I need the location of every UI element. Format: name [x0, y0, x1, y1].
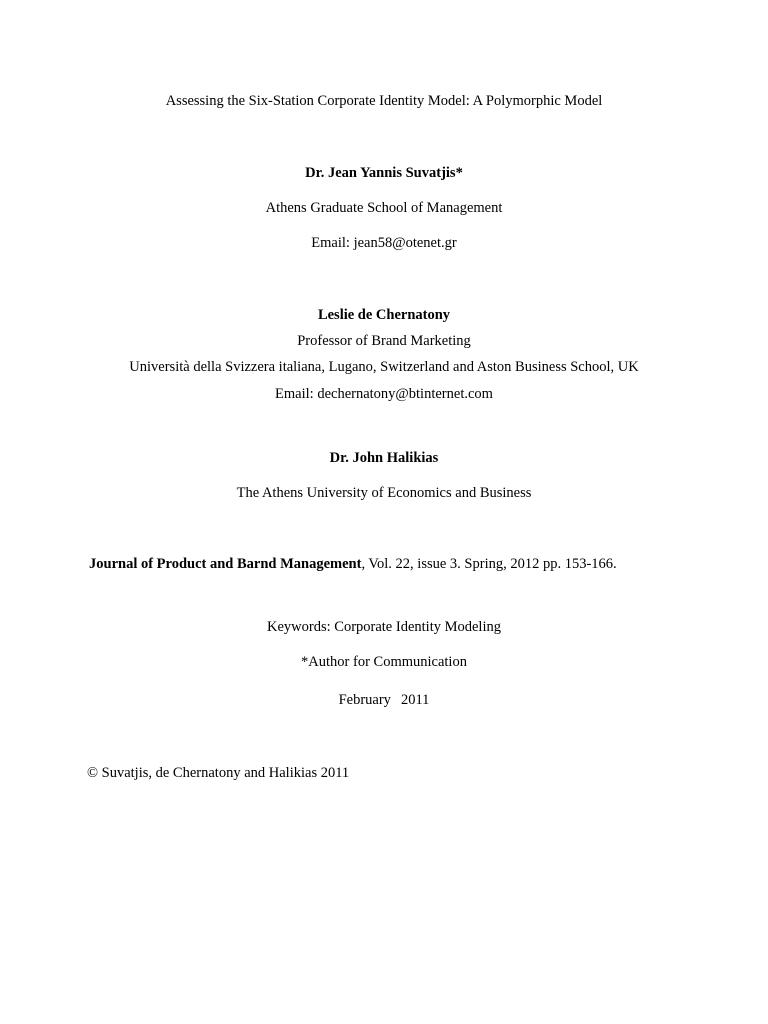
date-year: 2011: [400, 692, 430, 708]
paper-title: Assessing the Six-Station Corporate Identity Model: A Polymorphic Model: [165, 93, 603, 109]
author-1-name: Dr. Jean Yannis Suvatjis*: [305, 165, 463, 181]
author-2-role: Professor of Brand Marketing: [297, 333, 471, 349]
author-1-affiliation: Athens Graduate School of Management: [265, 200, 503, 216]
journal-details: , Vol. 22, issue 3. Spring, 2012 pp. 153-166.: [361, 556, 617, 572]
paper-date: [0, 691, 768, 709]
journal-citation: [89, 555, 749, 573]
author-note: *Author for Communication: [301, 654, 467, 670]
keywords: Keywords: Corporate Identity Modeling: [267, 619, 501, 635]
author-2-affiliation: Università della Svizzera italiana, Lugano, Switzerland and Aston Business School, UK: [129, 359, 639, 375]
author-1-email: Email: jean58@otenet.gr: [311, 235, 457, 251]
author-3-name: Dr. John Halikias: [329, 450, 439, 466]
journal-name: Journal of Product and Barnd Management: [89, 556, 362, 572]
copyright-notice: © Suvatjis, de Chernatony and Halikias 2011: [87, 765, 350, 781]
author-3-affiliation: The Athens University of Economics and Business: [236, 485, 532, 501]
author-2-email: Email: dechernatony@btinternet.com: [275, 386, 493, 402]
author-2-name: Leslie de Chernatony: [317, 307, 451, 323]
date-month: February: [338, 692, 391, 708]
